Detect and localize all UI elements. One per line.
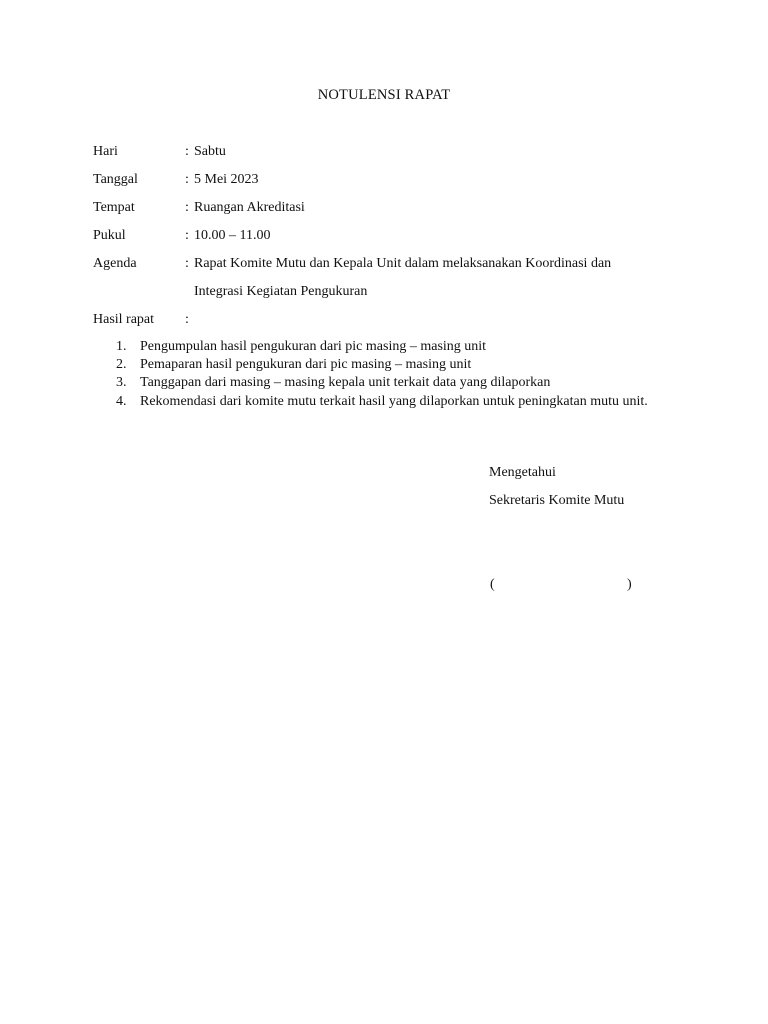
list-number: 4. [116,393,127,409]
info-label: Hasil rapat [93,312,155,327]
info-label: Tanggal [93,172,138,187]
signature-close-paren: ) [627,577,632,592]
info-label: Pukul [93,228,126,243]
info-colon: : [185,172,189,187]
list-text: Rekomendasi dari komite mutu terkait hasil yang dilaporkan untuk peningkatan mutu unit. [140,393,648,409]
list-text: Pemaparan hasil pengukuran dari pic masing – masing unit [140,357,472,373]
info-value: 10.00 – 11.00 [194,228,271,243]
document-title: NOTULENSI RAPAT [317,87,451,103]
info-colon: : [185,144,189,159]
list-item [116,338,676,356]
results-list [116,338,676,411]
agenda-continuation: Integrasi Kegiatan Pengukuran [194,284,368,299]
info-colon: : [185,200,189,215]
list-number: 3. [116,375,127,391]
list-number: 1. [116,339,127,354]
info-value: Ruangan Akreditasi [194,200,305,215]
signature-role: Sekretaris Komite Mutu [489,493,625,508]
signature-acknowledged: Mengetahui [489,465,556,480]
info-value: Sabtu [194,144,226,159]
info-colon: : [185,228,189,243]
info-label: Agenda [93,256,137,271]
info-value: 5 Mei 2023 [194,172,259,187]
signature-open-paren: ( [490,577,495,592]
list-text: Tanggapan dari masing – masing kepala unit terkait data yang dilaporkan [140,375,551,391]
list-item [116,374,676,392]
info-colon: : [185,312,189,327]
info-colon: : [185,256,189,271]
list-text: Pengumpulan hasil pengukuran dari pic masing – masing unit [140,339,487,354]
list-item [116,393,676,411]
info-value: Rapat Komite Mutu dan Kepala Unit dalam melaksanakan Koordinasi dan [194,256,612,271]
info-label: Tempat [93,200,135,215]
list-number: 2. [116,357,127,373]
list-item [116,356,676,374]
info-label: Hari [93,144,118,159]
